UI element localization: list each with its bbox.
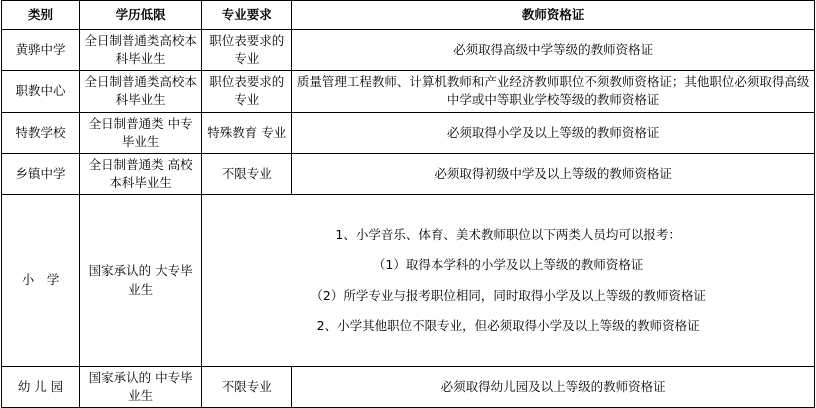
cell-certificate: 必须取得初级中学及以上等级的教师资格证 [292, 153, 815, 194]
cell-education: 国家承认的 中专毕业生 [80, 367, 202, 408]
cell-major: 不限专业 [202, 367, 292, 408]
certificate-line: 2、小学其他职位不限专业，但必须取得小学及以上等级的教师资格证 [316, 317, 700, 333]
certificate-line: 1、小学音乐、体育、美术教师职位以下两类人员均可以报考： [335, 227, 681, 243]
cell-major: 不限专业 [202, 153, 292, 194]
table-row [2, 30, 815, 71]
cell-category: 黄骅中学 [2, 30, 80, 71]
cell-category: 乡镇中学 [2, 153, 80, 194]
certificate-line: （2）所学专业与报考职位相同，同时取得小学及以上等级的教师资格证 [310, 287, 706, 303]
table-header [2, 1, 815, 30]
cell-category: 特教学校 [2, 112, 80, 153]
cell-category: 小 学 [2, 195, 80, 367]
qualification-table [1, 0, 815, 408]
cell-major: 职位表要求的专业 [202, 71, 292, 112]
cell-education: 全日制普通类 中专毕业生 [80, 112, 202, 153]
table-header-row [2, 1, 815, 30]
header-certificate: 教师资格证 [292, 1, 815, 30]
cell-certificate-merged [202, 195, 815, 367]
cell-certificate: 必须取得小学及以上等级的教师资格证 [292, 112, 815, 153]
table-row [2, 112, 815, 153]
header-education: 学历低限 [80, 1, 202, 30]
cell-major: 职位表要求的专业 [202, 30, 292, 71]
cell-education: 全日制普通类高校本科毕业生 [80, 71, 202, 112]
header-major: 专业要求 [202, 1, 292, 30]
header-category: 类别 [2, 1, 80, 30]
table-row [2, 367, 815, 408]
cell-certificate: 质量管理工程教师、计算机教师和产业经济教师职位不须教师资格证；其他职位必须取得高级中学或中等职业学校等级的教师资格证 [292, 71, 815, 112]
cell-category: 职教中心 [2, 71, 80, 112]
cell-education: 全日制普通类 高校本科毕业生 [80, 153, 202, 194]
table-row [2, 71, 815, 112]
cell-major: 特殊教育 专业 [202, 112, 292, 153]
cell-certificate: 必须取得高级中学等级的教师资格证 [292, 30, 815, 71]
table-row [2, 195, 815, 367]
cell-education: 国家承认的 大专毕业生 [80, 195, 202, 367]
cell-certificate: 必须取得幼儿园及以上等级的教师资格证 [292, 367, 815, 408]
certificate-line: （1）取得本学科的小学及以上等级的教师资格证 [372, 257, 644, 273]
cell-category: 幼 儿 园 [2, 367, 80, 408]
table-body [2, 30, 815, 408]
cell-education: 全日制普通类高校本科毕业生 [80, 30, 202, 71]
table-row [2, 153, 815, 194]
